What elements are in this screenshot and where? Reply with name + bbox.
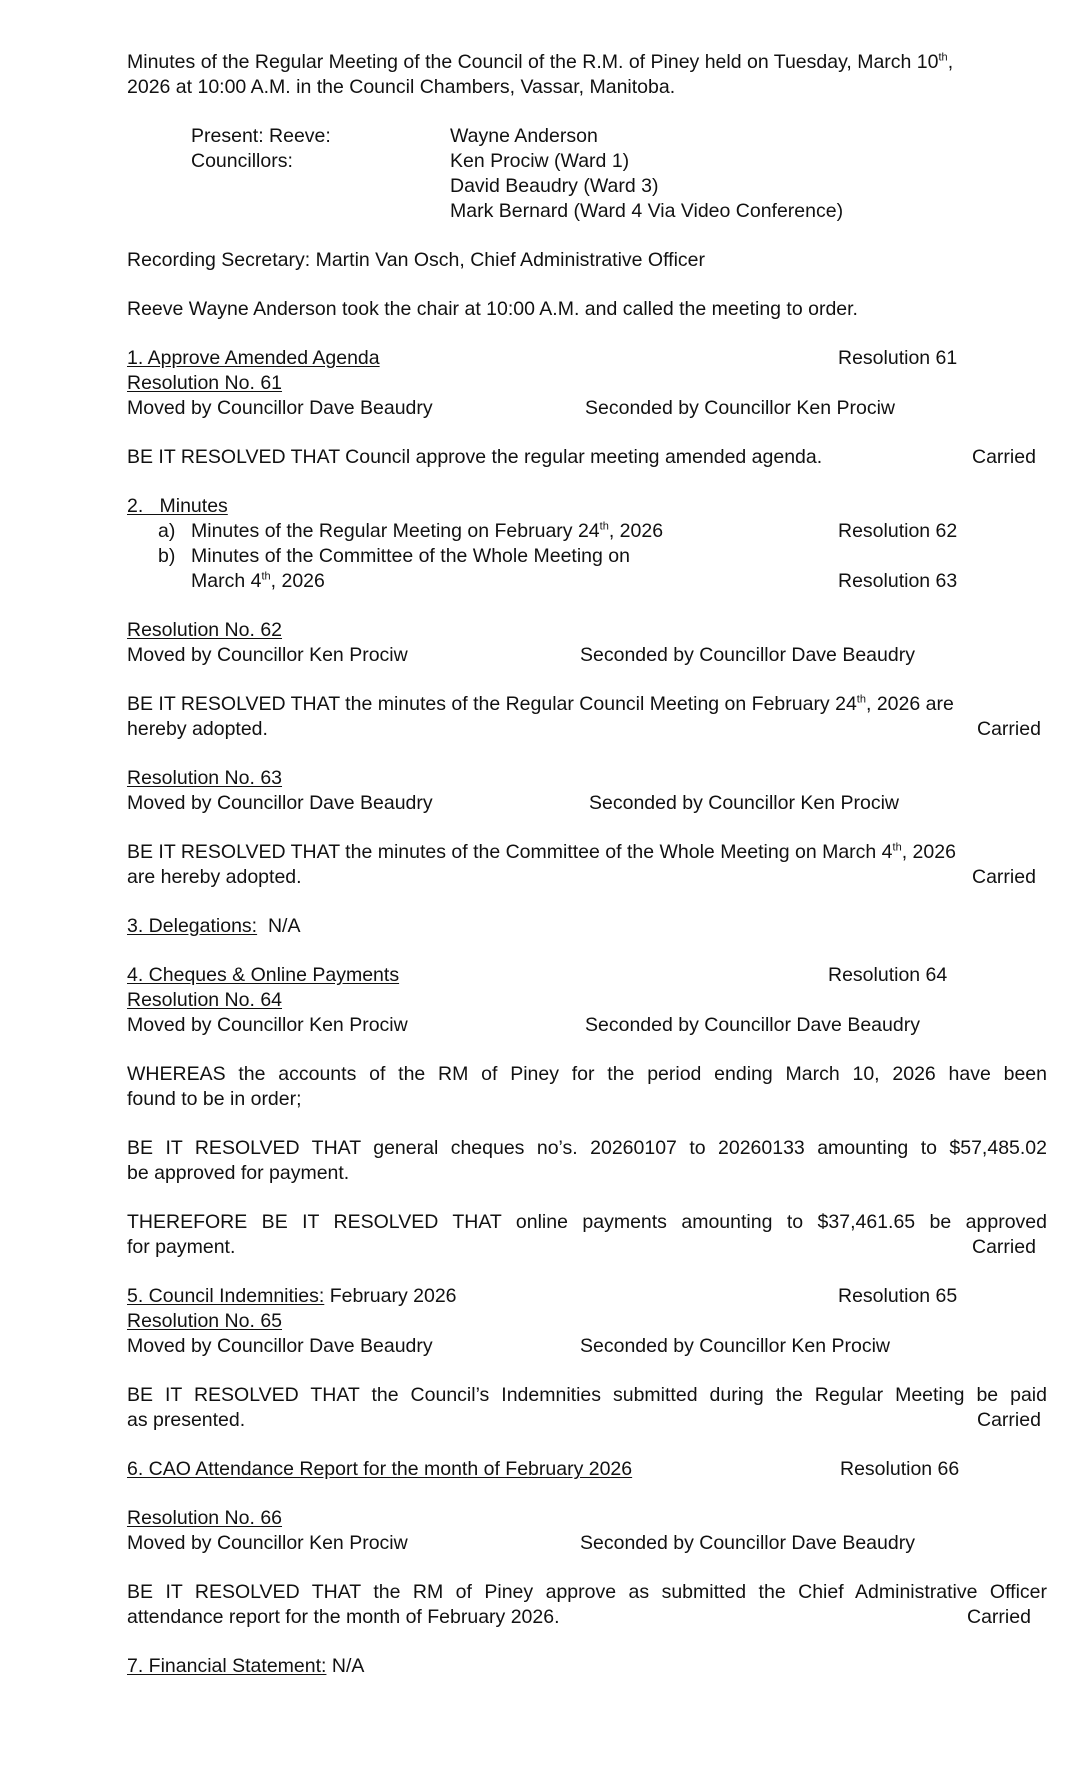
section-1-heading: 1. Approve Amended Agenda: [127, 347, 380, 369]
resolution-61-moved: Moved by Councillor Dave Beaudry: [127, 397, 433, 419]
minutes-item-b-label: b): [158, 545, 176, 567]
section-5-heading-value: February 2026: [324, 1285, 457, 1307]
resolution-62-sup: th: [856, 693, 866, 706]
section-5-resolution-ref: Resolution 65: [838, 1285, 958, 1307]
minutes-item-b-resolution: Resolution 63: [838, 570, 958, 592]
resolution-64-online-line-2: for payment.: [127, 1236, 236, 1258]
section-4-heading: 4. Cheques & Online Payments: [127, 964, 400, 986]
minutes-item-b-line-2: [191, 569, 325, 593]
resolution-63-text-line-1: [127, 840, 956, 864]
resolution-63-status: Carried: [972, 866, 1036, 888]
section-5-heading: 5. Council Indemnities:: [127, 1285, 325, 1307]
minutes-item-a-label: a): [158, 520, 176, 542]
resolution-61-text: BE IT RESOLVED THAT Council approve the regular meeting amended agenda.: [127, 446, 823, 468]
councillor-3: Mark Bernard (Ward 4 Via Video Conference): [450, 200, 844, 222]
resolution-66-moved: Moved by Councillor Ken Prociw: [127, 1532, 408, 1554]
reeve-label: Present: Reeve:: [191, 125, 331, 147]
resolution-62-text-1: BE IT RESOLVED THAT the minutes of the Regular Council Meeting on February 24: [127, 693, 857, 715]
resolution-61-seconded: Seconded by Councillor Ken Prociw: [585, 397, 896, 419]
resolution-63-moved: Moved by Councillor Dave Beaudry: [127, 792, 433, 814]
section-5-heading-line: [127, 1284, 457, 1308]
resolution-66-text-line-1: BE IT RESOLVED THAT the RM of Piney approve as submitted the Chief Administrative Officer: [127, 1581, 1047, 1603]
section-7-heading: 7. Financial Statement:: [127, 1655, 327, 1677]
resolution-62-moved: Moved by Councillor Ken Prociw: [127, 644, 408, 666]
section-3-heading: 3. Delegations:: [127, 915, 258, 937]
reeve-name: Wayne Anderson: [450, 125, 598, 147]
resolution-65-status: Carried: [977, 1409, 1041, 1431]
section-6-heading: 6. CAO Attendance Report for the month of February 2026: [127, 1458, 633, 1480]
councillors-label: Councillors:: [191, 150, 293, 172]
minutes-item-b-post: , 2026: [270, 570, 325, 592]
resolution-61-status: Carried: [972, 446, 1036, 468]
chair-statement: Reeve Wayne Anderson took the chair at 10:00 A.M. and called the meeting to order.: [127, 298, 858, 320]
minutes-item-a: [191, 519, 663, 543]
resolution-65-moved: Moved by Councillor Dave Beaudry: [127, 1335, 433, 1357]
resolution-61-number: Resolution No. 61: [127, 372, 283, 394]
minutes-item-b-line-1: Minutes of the Committee of the Whole Meeting on: [191, 545, 630, 567]
section-3-value: N/A: [267, 915, 301, 937]
resolution-62-seconded: Seconded by Councillor Dave Beaudry: [580, 644, 915, 666]
minutes-item-a-sup: th: [599, 520, 609, 533]
header-line-1-post: ,: [947, 51, 954, 73]
resolution-65-text-line-1: BE IT RESOLVED THAT the Council’s Indemnities submitted during the Regular Meeting be paid: [127, 1384, 1047, 1406]
resolution-64-whereas-line-1: WHEREAS the accounts of the RM of Piney for the period ending March 10, 2026 have been: [127, 1063, 1047, 1085]
header-line-1: [127, 50, 953, 74]
section-7: [127, 1654, 364, 1678]
resolution-64-online-line-1: THEREFORE BE IT RESOLVED THAT online payments amounting to $37,461.65 be approved: [127, 1211, 1047, 1233]
resolution-62-number: Resolution No. 62: [127, 619, 283, 641]
section-1-resolution-ref: Resolution 61: [838, 347, 958, 369]
resolution-65-number: Resolution No. 65: [127, 1310, 283, 1332]
minutes-item-a-post: , 2026: [608, 520, 664, 542]
minutes-item-a-text: Minutes of the Regular Meeting on February 24: [191, 520, 600, 542]
councillor-1: Ken Prociw (Ward 1): [450, 150, 630, 172]
resolution-65-seconded: Seconded by Councillor Ken Prociw: [580, 1335, 891, 1357]
resolution-62-status: Carried: [977, 718, 1041, 740]
resolution-64-number: Resolution No. 64: [127, 989, 283, 1011]
section-6-resolution-ref: Resolution 66: [840, 1458, 960, 1480]
resolution-65-text-line-2: as presented.: [127, 1409, 246, 1431]
minutes-item-b-sup: th: [261, 570, 271, 583]
resolution-66-seconded: Seconded by Councillor Dave Beaudry: [580, 1532, 915, 1554]
resolution-63-seconded: Seconded by Councillor Ken Prociw: [589, 792, 900, 814]
resolution-64-cheques-line-1: BE IT RESOLVED THAT general cheques no’s. 20260107 to 20260133 amounting to $57,485.02: [127, 1137, 1047, 1159]
header-line-1-sup: th: [938, 51, 948, 64]
councillor-2: David Beaudry (Ward 3): [450, 175, 659, 197]
resolution-63-sup: th: [892, 841, 902, 854]
resolution-64-cheques-line-2: be approved for payment.: [127, 1162, 350, 1184]
resolution-64-moved: Moved by Councillor Ken Prociw: [127, 1014, 408, 1036]
resolution-64-status: Carried: [972, 1236, 1036, 1258]
minutes-item-b-text: March 4: [191, 570, 262, 592]
resolution-62-text-line-1: [127, 692, 954, 716]
section-4-resolution-ref: Resolution 64: [828, 964, 948, 986]
section-7-value: N/A: [326, 1655, 365, 1677]
resolution-63-text-line-2: are hereby adopted.: [127, 866, 302, 888]
resolution-66-status: Carried: [967, 1606, 1031, 1628]
resolution-64-seconded: Seconded by Councillor Dave Beaudry: [585, 1014, 920, 1036]
header-line-2: 2026 at 10:00 A.M. in the Council Chambers, Vassar, Manitoba.: [127, 76, 676, 98]
resolution-63-number: Resolution No. 63: [127, 767, 283, 789]
section-2-heading: 2. Minutes: [127, 495, 228, 517]
resolution-63-text-1-post: , 2026: [901, 841, 956, 863]
resolution-66-number: Resolution No. 66: [127, 1507, 283, 1529]
resolution-62-text-1-post: , 2026 are: [865, 693, 954, 715]
header-line-1-text: Minutes of the Regular Meeting of the Council of the R.M. of Piney held on Tuesday, March 10: [127, 51, 939, 73]
section-3: [127, 914, 300, 938]
resolution-62-text-line-2: hereby adopted.: [127, 718, 268, 740]
recording-secretary: Recording Secretary: Martin Van Osch, Chief Administrative Officer: [127, 249, 706, 271]
resolution-63-text-1: BE IT RESOLVED THAT the minutes of the Committee of the Whole Meeting on March 4: [127, 841, 893, 863]
minutes-item-a-resolution: Resolution 62: [838, 520, 958, 542]
resolution-66-text-line-2: attendance report for the month of February 2026.: [127, 1606, 560, 1628]
resolution-64-whereas-line-2: found to be in order;: [127, 1088, 302, 1110]
